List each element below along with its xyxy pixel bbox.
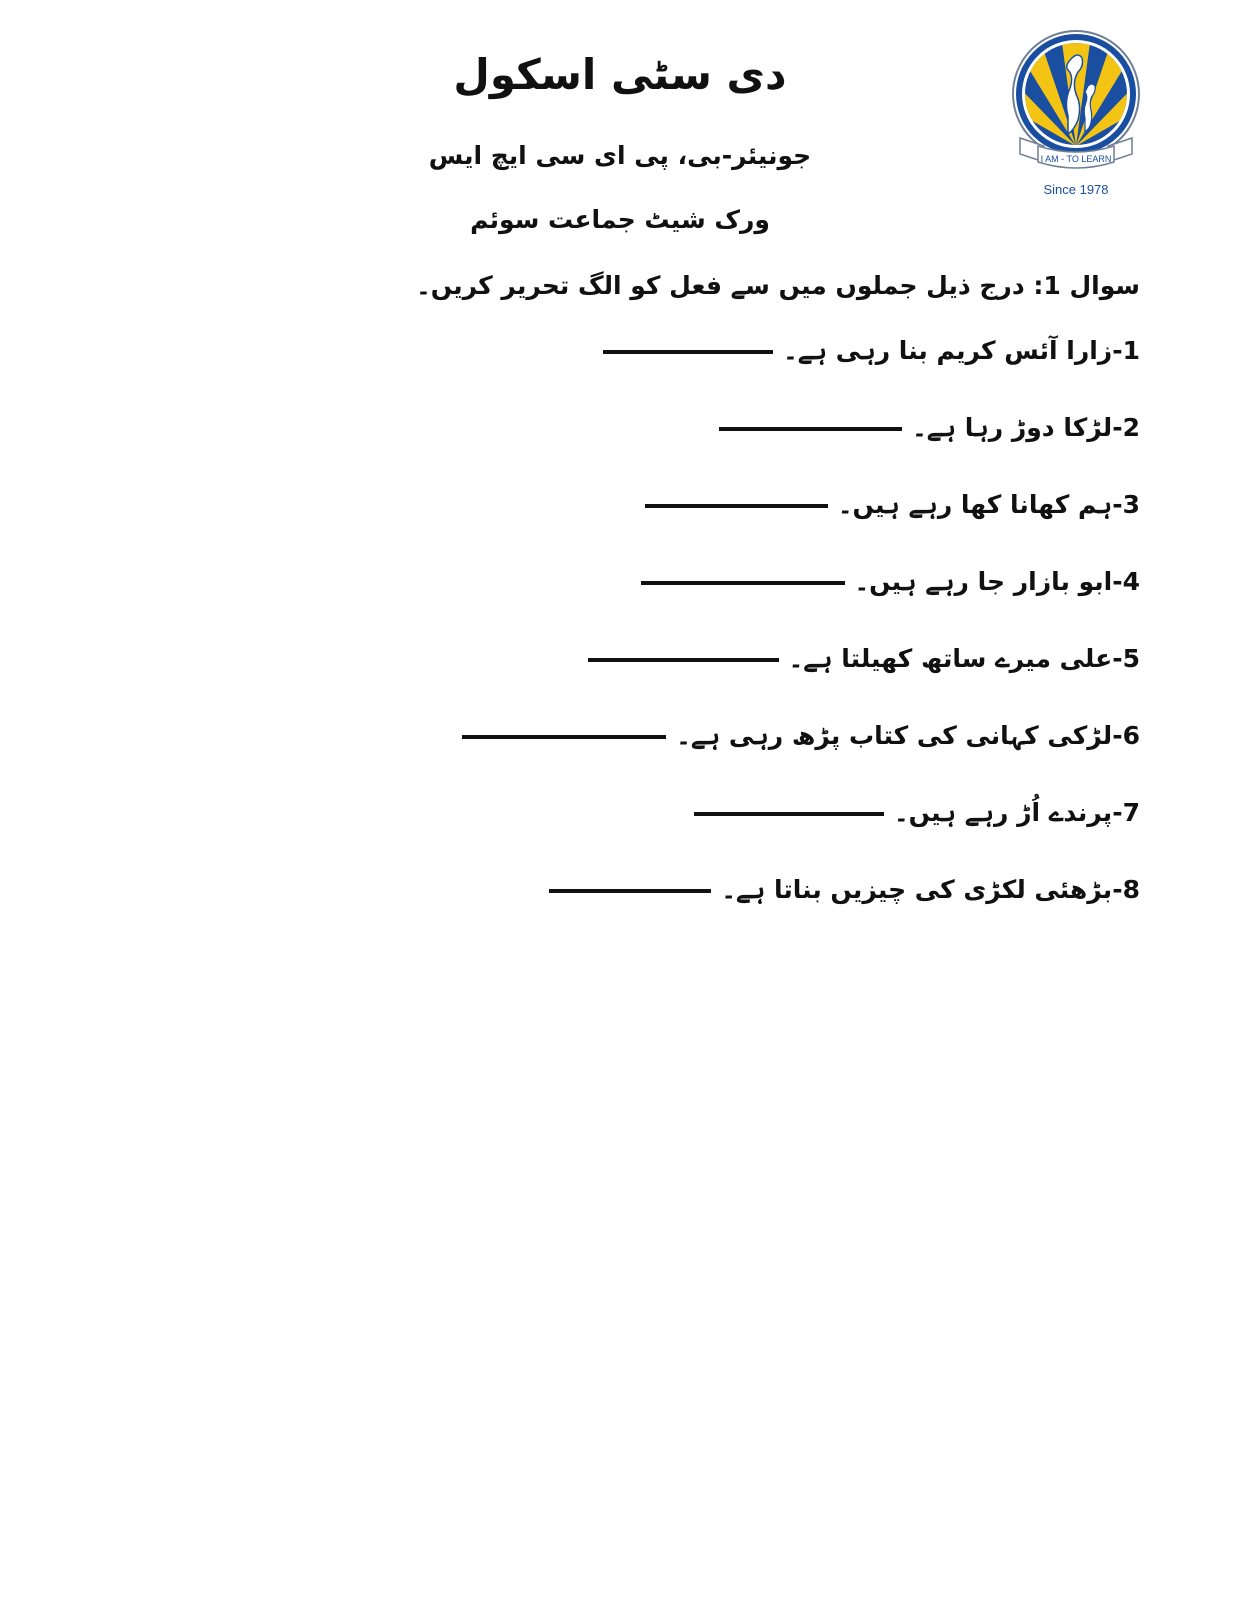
item-sentence: زارا آئس کریم بنا رہی ہے۔ (783, 335, 1113, 365)
question-item: 2 - لڑکا دوڑ رہا ہے۔ (719, 407, 1140, 447)
item-number: 6 (1122, 720, 1140, 750)
logo-motto: I AM - TO LEARN (1040, 154, 1112, 164)
item-number: 3 (1122, 489, 1140, 519)
item-sentence: بڑھئی لکڑی کی چیزیں بناتا ہے۔ (721, 874, 1113, 904)
question-item: 3 - ہم کھانا کھا رہے ہیں۔ (645, 484, 1140, 524)
question-item: 1 - زارا آئس کریم بنا رہی ہے۔ (603, 330, 1140, 370)
question-item: 7 - پرندے اُڑ رہے ہیں۔ (694, 792, 1140, 832)
item-number: 4 (1122, 566, 1140, 596)
question-item: 8 - بڑھئی لکڑی کی چیزیں بناتا ہے۔ (549, 869, 1140, 909)
question-item: 6 - لڑکی کہانی کی کتاب پڑھ رہی ہے۔ (462, 715, 1140, 755)
question-1-prompt: سوال 1: درج ذیل جملوں میں سے فعل کو الگ تحریر کریں۔ (416, 271, 1140, 300)
answer-blank[interactable] (645, 504, 828, 508)
question-item: 4 - ابو بازار جا رہے ہیں۔ (641, 561, 1140, 601)
answer-blank[interactable] (719, 427, 902, 431)
item-sentence: ہم کھانا کھا رہے ہیں۔ (837, 489, 1113, 519)
item-number: 1 (1122, 335, 1140, 365)
item-sentence: لڑکا دوڑ رہا ہے۔ (912, 412, 1113, 442)
answer-blank[interactable] (641, 581, 845, 585)
question-item: 5 - علی میرے ساتھ کھیلتا ہے۔ (588, 638, 1140, 678)
worksheet-subtitle: ورک شیٹ جماعت سوئم (470, 205, 770, 234)
item-sentence: علی میرے ساتھ کھیلتا ہے۔ (788, 643, 1113, 673)
item-sentence: لڑکی کہانی کی کتاب پڑھ رہی ہے۔ (676, 720, 1113, 750)
item-sentence: ابو بازار جا رہے ہیں۔ (854, 566, 1113, 596)
item-number: 5 (1122, 643, 1140, 673)
answer-blank[interactable] (694, 812, 884, 816)
item-sentence: پرندے اُڑ رہے ہیں۔ (894, 797, 1113, 827)
item-number: 8 (1122, 874, 1140, 904)
branch-subtitle: جونیئر-بی، پی ای سی ایچ ایس (428, 141, 812, 170)
answer-blank[interactable] (462, 735, 666, 739)
answer-blank[interactable] (603, 350, 773, 354)
item-number: 7 (1122, 797, 1140, 827)
school-logo (1010, 28, 1142, 200)
answer-blank[interactable] (588, 658, 779, 662)
school-title: دی سٹی اسکول (453, 50, 787, 99)
item-number: 2 (1122, 412, 1140, 442)
answer-blank[interactable] (549, 889, 711, 893)
logo-since: Since 1978 (1043, 182, 1109, 197)
